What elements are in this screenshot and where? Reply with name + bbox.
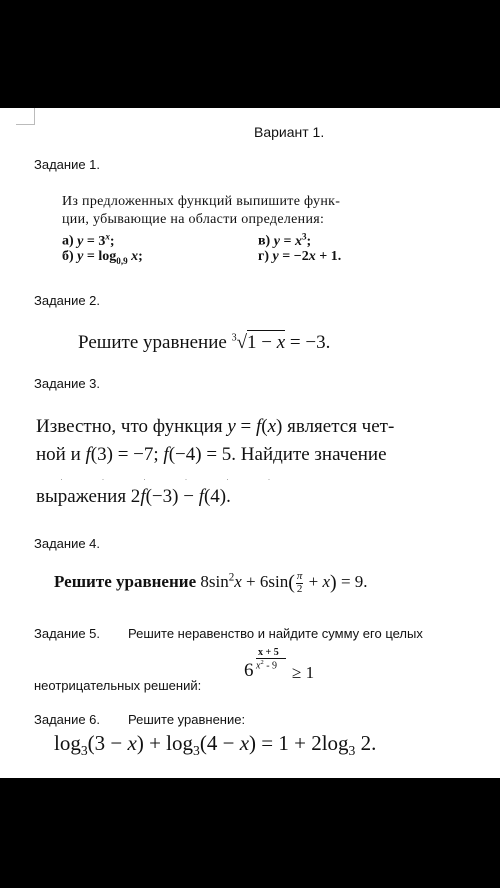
page-corner-mark: [16, 108, 35, 125]
task-1-intro-line2: ции, убывающие на области определения:: [62, 212, 325, 227]
scan-dots: · · · · · ·: [60, 474, 289, 484]
document-page: Вариант 1. Задание 1. Из предложенных функций выпишите функ- ции, убывающие на области определения: а) $y = 3^x$; б) $y = \log_{0,9} x$; в) $y = x^3$; г) y = −2x + 1. Задание 2. Решите уравнение $^3$√1 − x = −3. Задание 3. Известно, что функция y = f(x) является чет- ной и f(3) = −7; f(−4) = 5. Найдите значение · · · · · · выражения 2f(−3) − f(4). Задание 4. Решите уравнение $8\sin^2x + 6\sin$( $\frac{\pi}{2}$ + x) = 9. Задание 5. Решите неравенство и найдите сумму его целых неотрицательных решений: x + 5 $x^2 - 9$ 6 ≥ 1 Задание 6. Решите уравнение: $\log_3(3 - x) + \log_3(4 - x) = 1 + 2\log_3$ 2.: [0, 108, 500, 778]
task-2-statement: [78, 332, 330, 354]
task-1-label: Задание 1.: [34, 157, 101, 172]
task-1-option-a: а) $y = 3^x$;: [62, 231, 115, 249]
task-5-label: Задание 5.: [34, 626, 101, 641]
task-5-text-line2: неотрицательных решений:: [34, 678, 202, 693]
task-6-label: Задание 6.: [34, 712, 101, 727]
task-3-line3: выражения 2f(−3) − f(4).: [36, 486, 231, 507]
task-6-equation: $\log_3(3 - x) + \log_3(4 - x) = 1 + 2\log_3$ 2.: [54, 731, 377, 759]
task-4-text: Решите уравнение: [54, 571, 197, 591]
task-3-label: Задание 3.: [34, 376, 101, 391]
task-1-option-v: в) $y = x^3$;: [258, 231, 312, 249]
task-6-text: Решите уравнение:: [128, 712, 246, 727]
task-3-line1: Известно, что функция y = f(x) является чет-: [36, 416, 395, 437]
variant-title: Вариант 1.: [254, 124, 325, 140]
task-5-text-line1: Решите неравенство и найдите сумму его целых: [128, 626, 423, 641]
task-1-option-g: г) y = −2x + 1.: [258, 249, 342, 264]
task-1-intro-line1: Из предложенных функций выпишите функ-: [62, 194, 341, 209]
task-4-statement: [54, 571, 368, 595]
task-3-line2: ной и f(3) = −7; f(−4) = 5. Найдите значение: [36, 444, 387, 465]
task-4-label: Задание 4.: [34, 536, 101, 551]
task-4-equation: $8\sin^2x + 6\sin$( $\frac{\pi}{2}$ + x) = 9.: [200, 570, 368, 595]
task-2-equation: $^3$√1 − x = −3.: [231, 332, 331, 353]
task-2-label: Задание 2.: [34, 293, 101, 308]
task-1-option-b: б) $y = \log_{0,9} x$;: [62, 249, 143, 266]
task-2-text: Решите уравнение: [78, 332, 227, 353]
